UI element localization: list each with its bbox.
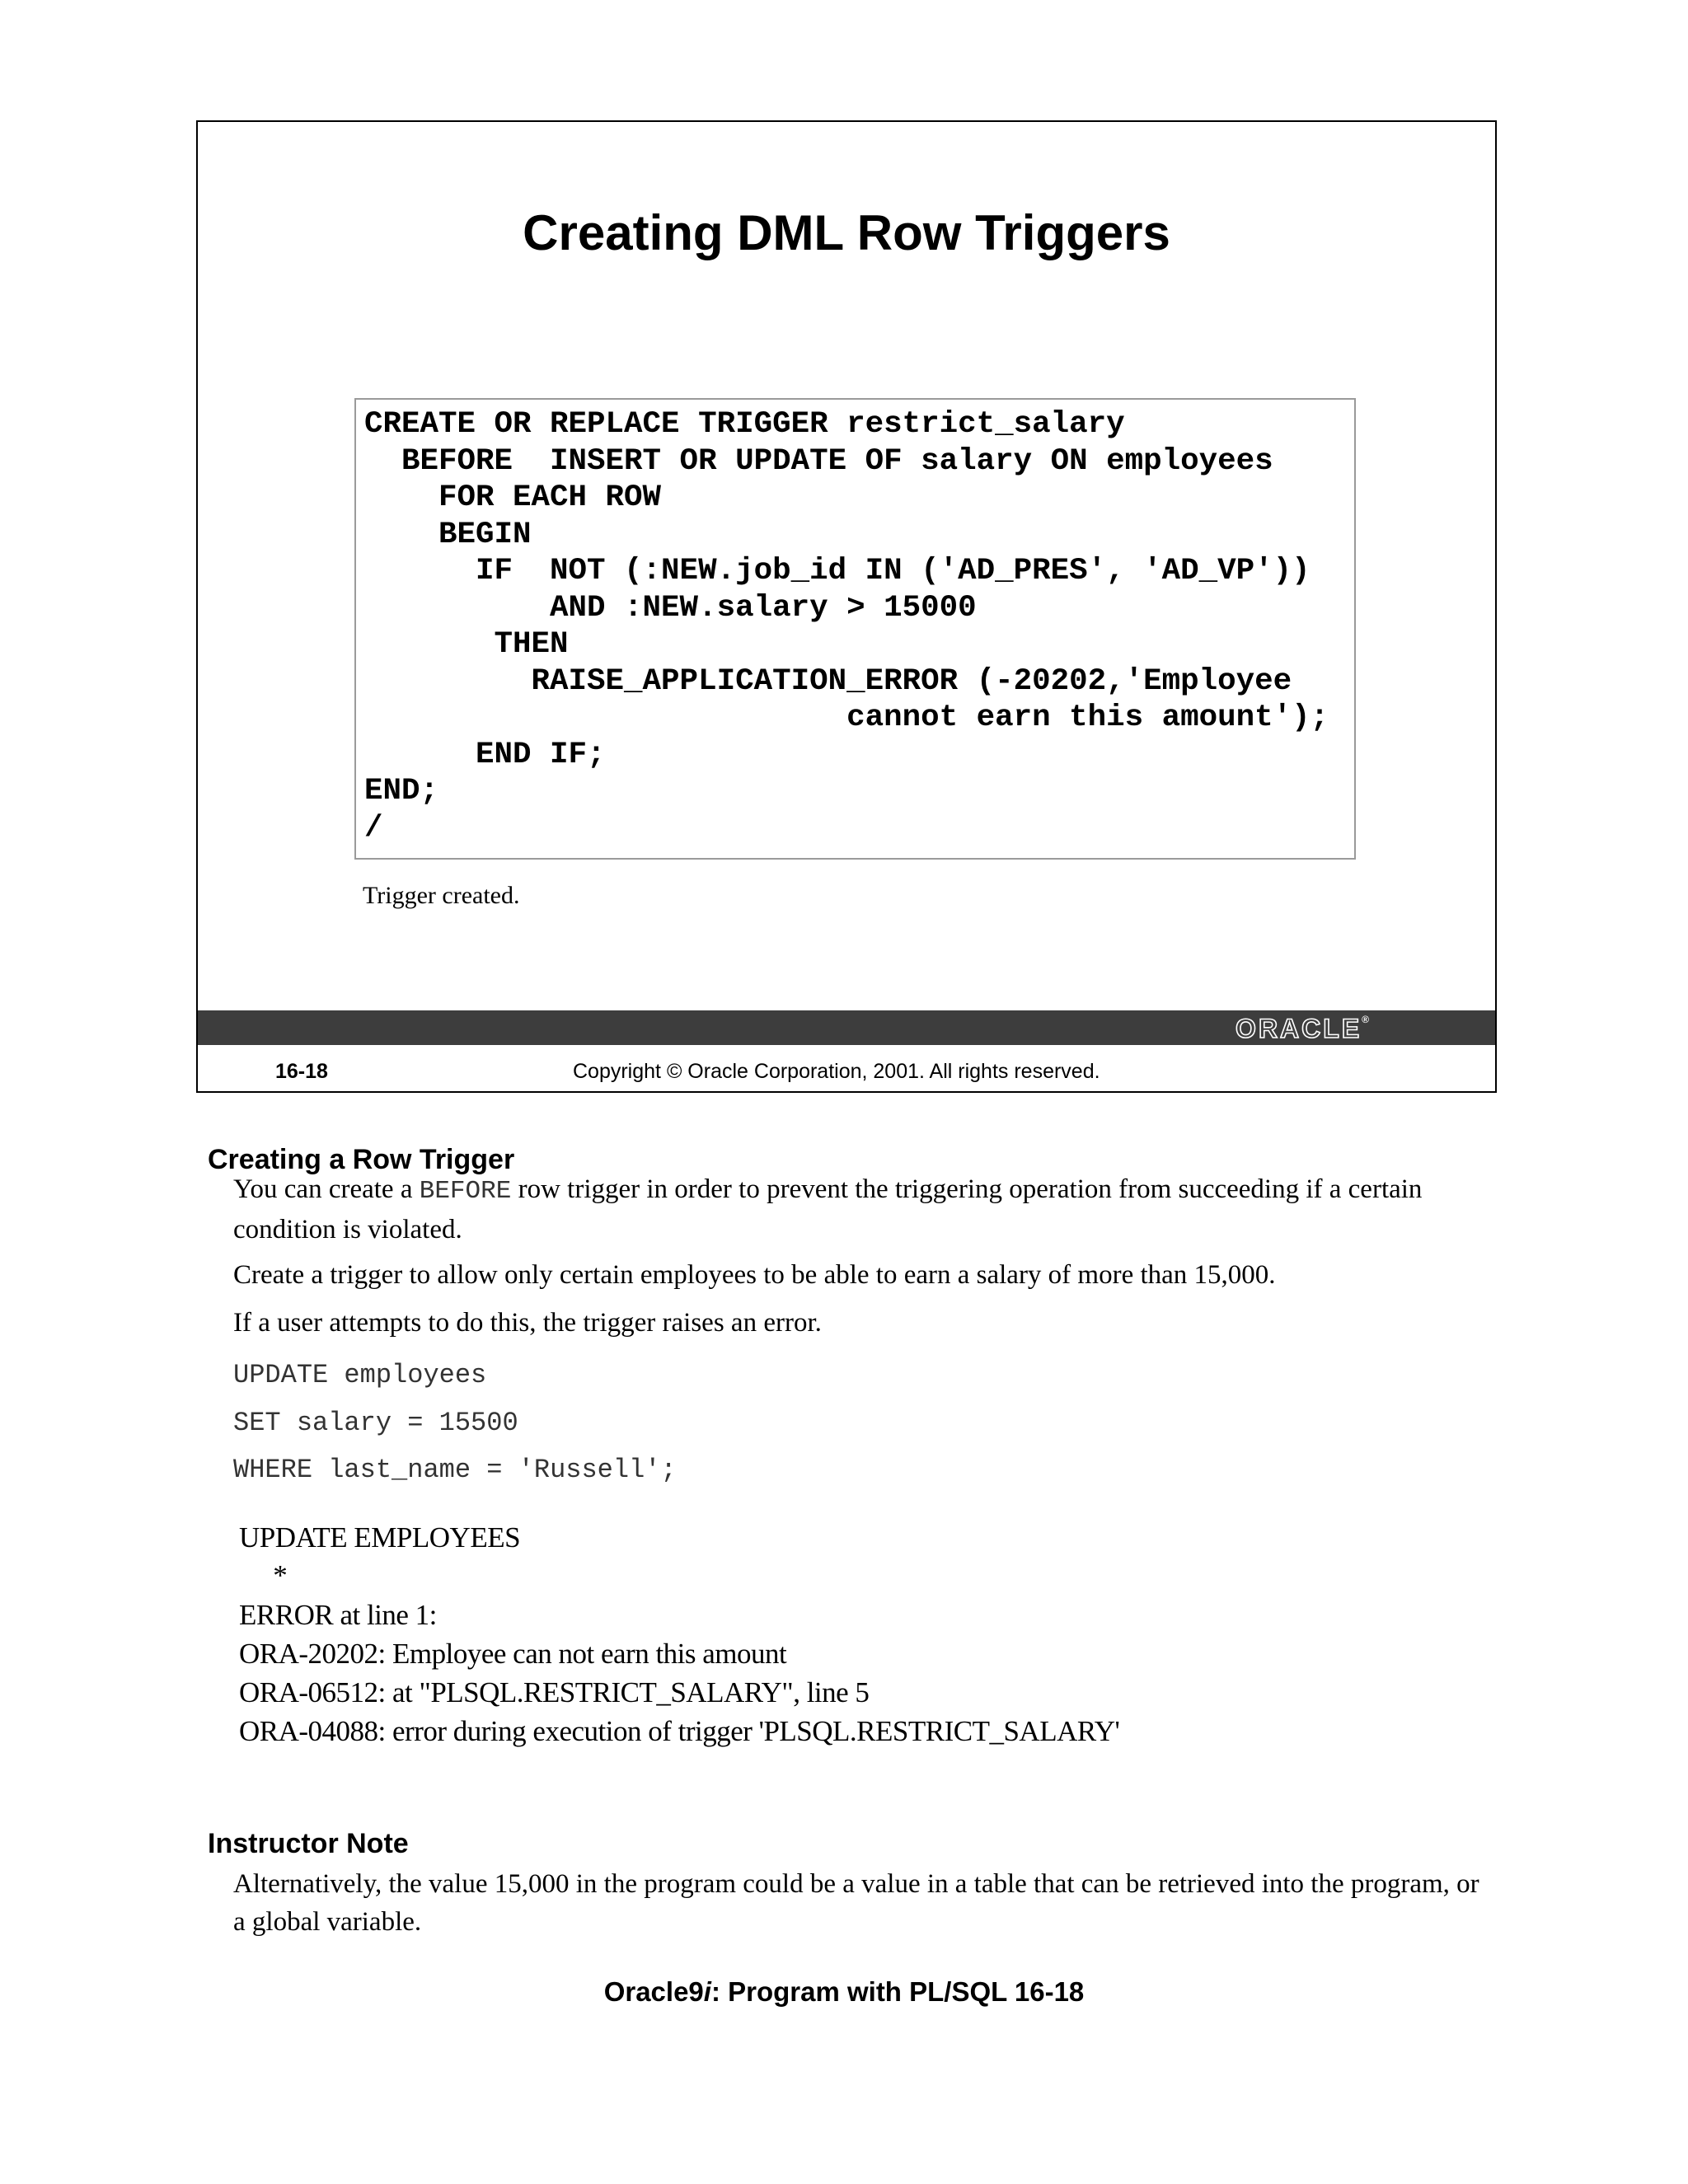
paragraph: If a user attempts to do this, the trigger raises an error. <box>233 1308 822 1338</box>
page-footer: Oracle9i: Program with PL/SQL 16-18 <box>603 1976 1085 2007</box>
slide <box>196 120 1497 1093</box>
error-output-line: ORA-06512: at "PLSQL.RESTRICT_SALARY", line 5 <box>239 1676 870 1708</box>
paragraph: Create a trigger to allow only certain employees to be able to earn a salary of more than 15,000. <box>233 1260 1276 1290</box>
error-output-line: * <box>239 1559 288 1591</box>
code-line: END; <box>364 774 439 808</box>
sql-line: UPDATE employees <box>233 1360 487 1390</box>
sql-line: SET salary = 15500 <box>233 1408 518 1438</box>
copyright-notice: Copyright © Oracle Corporation, 2001. All rights reserved. <box>573 1060 1100 1083</box>
inline-code: BEFORE <box>419 1177 512 1206</box>
trigger-created-output: Trigger created. <box>363 882 520 909</box>
code-line: BEFORE INSERT OR UPDATE OF salary ON employees <box>364 443 1273 479</box>
code-line: IF NOT (:NEW.job_id IN ('AD_PRES', 'AD_VP')) <box>364 554 1311 588</box>
code-line: BEGIN <box>364 517 532 552</box>
code-line: CREATE OR REPLACE TRIGGER restrict_salary <box>364 407 1125 442</box>
instructor-note-heading: Instructor Note <box>208 1828 409 1859</box>
error-output-line: ORA-04088: error during execution of trigger 'PLSQL.RESTRICT_SALARY' <box>239 1715 1120 1747</box>
code-line: cannot earn this amount'); <box>364 701 1329 735</box>
code-line: END IF; <box>364 737 606 772</box>
slide-number: 16-18 <box>275 1060 328 1083</box>
code-line: AND :NEW.salary > 15000 <box>364 590 977 626</box>
paragraph: You can create a BEFORE row trigger in order to prevent the triggering operation from succeeding if a certain condition is violated. <box>233 1174 1423 1244</box>
oracle-logo: ORACLE® <box>1236 1014 1372 1043</box>
error-output-line: UPDATE EMPLOYEES <box>239 1521 521 1554</box>
code-line: / <box>364 810 383 846</box>
error-output-line: ORA-20202: Employee can not earn this amount <box>239 1638 787 1670</box>
sql-line: WHERE last_name = 'Russell'; <box>233 1455 677 1485</box>
code-line: THEN <box>364 627 569 662</box>
instructor-note-text: Alternatively, the value 15,000 in the program could be a value in a table that can be retrieved into the program, or a global variable. <box>233 1869 1479 1937</box>
slide-title: Creating DML Row Triggers <box>523 205 1170 260</box>
error-output-line: ERROR at line 1: <box>239 1599 437 1631</box>
code-block <box>354 398 1356 860</box>
section-heading: Creating a Row Trigger <box>208 1144 515 1175</box>
code-line: RAISE_APPLICATION_ERROR (-20202,'Employee <box>364 663 1292 699</box>
code-line: FOR EACH ROW <box>364 480 662 515</box>
